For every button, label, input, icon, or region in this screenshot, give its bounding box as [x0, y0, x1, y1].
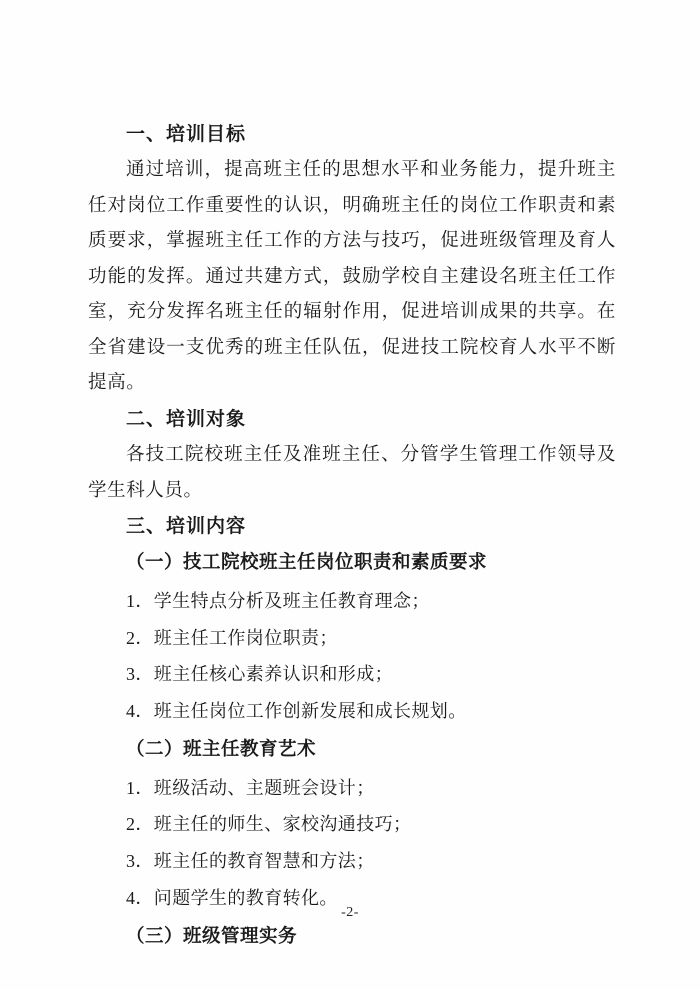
page-number: -2-	[341, 905, 359, 920]
list-item: 2．班主任工作岗位职责；	[126, 627, 338, 648]
list-item: 3．班主任核心素养认识和形成；	[126, 664, 393, 685]
section-heading: 一、培训目标	[126, 124, 247, 145]
list-item: 1．学生特点分析及班主任教育理念；	[126, 590, 430, 611]
list-item: 4．班主任岗位工作创新发展和成长规划。	[126, 701, 467, 722]
document-body	[88, 118, 616, 956]
list-item: 1．班级活动、主题班会设计；	[126, 777, 375, 798]
subsection-heading: （三）班级管理实务	[126, 927, 298, 948]
subsection-heading: （二）班主任教育艺术	[126, 740, 317, 761]
paragraph: 通过培训，提高班主任的思想水平和业务能力，提升班主任对岗位工作重要性的认识，明确班主任的岗位工作职责和素质要求，掌握班主任工作的方法与技巧，促进班级管理及育人功能的发挥。通过共建方式，鼓励学校自主建设名班主任工作室，充分发挥名班主任的辐射作用，促进培训成果的共享。在全省建设一支优秀的班主任队伍，促进技工院校育人水平不断提高。	[88, 160, 616, 394]
paragraph: 各技工院校班主任及准班主任、分管学生管理工作领导及学生科人员。	[88, 445, 616, 501]
section-heading: 二、培训对象	[126, 408, 247, 430]
list-item: 4．问题学生的教育转化。	[126, 888, 338, 909]
list-item: 3．班主任的教育智慧和方法；	[126, 851, 375, 872]
list-item: 2．班主任的师生、家校沟通技巧；	[126, 814, 412, 835]
section-heading: 三、培训内容	[126, 516, 247, 538]
subsection-heading: （一）技工院校班主任岗位职责和素质要求	[126, 553, 488, 574]
